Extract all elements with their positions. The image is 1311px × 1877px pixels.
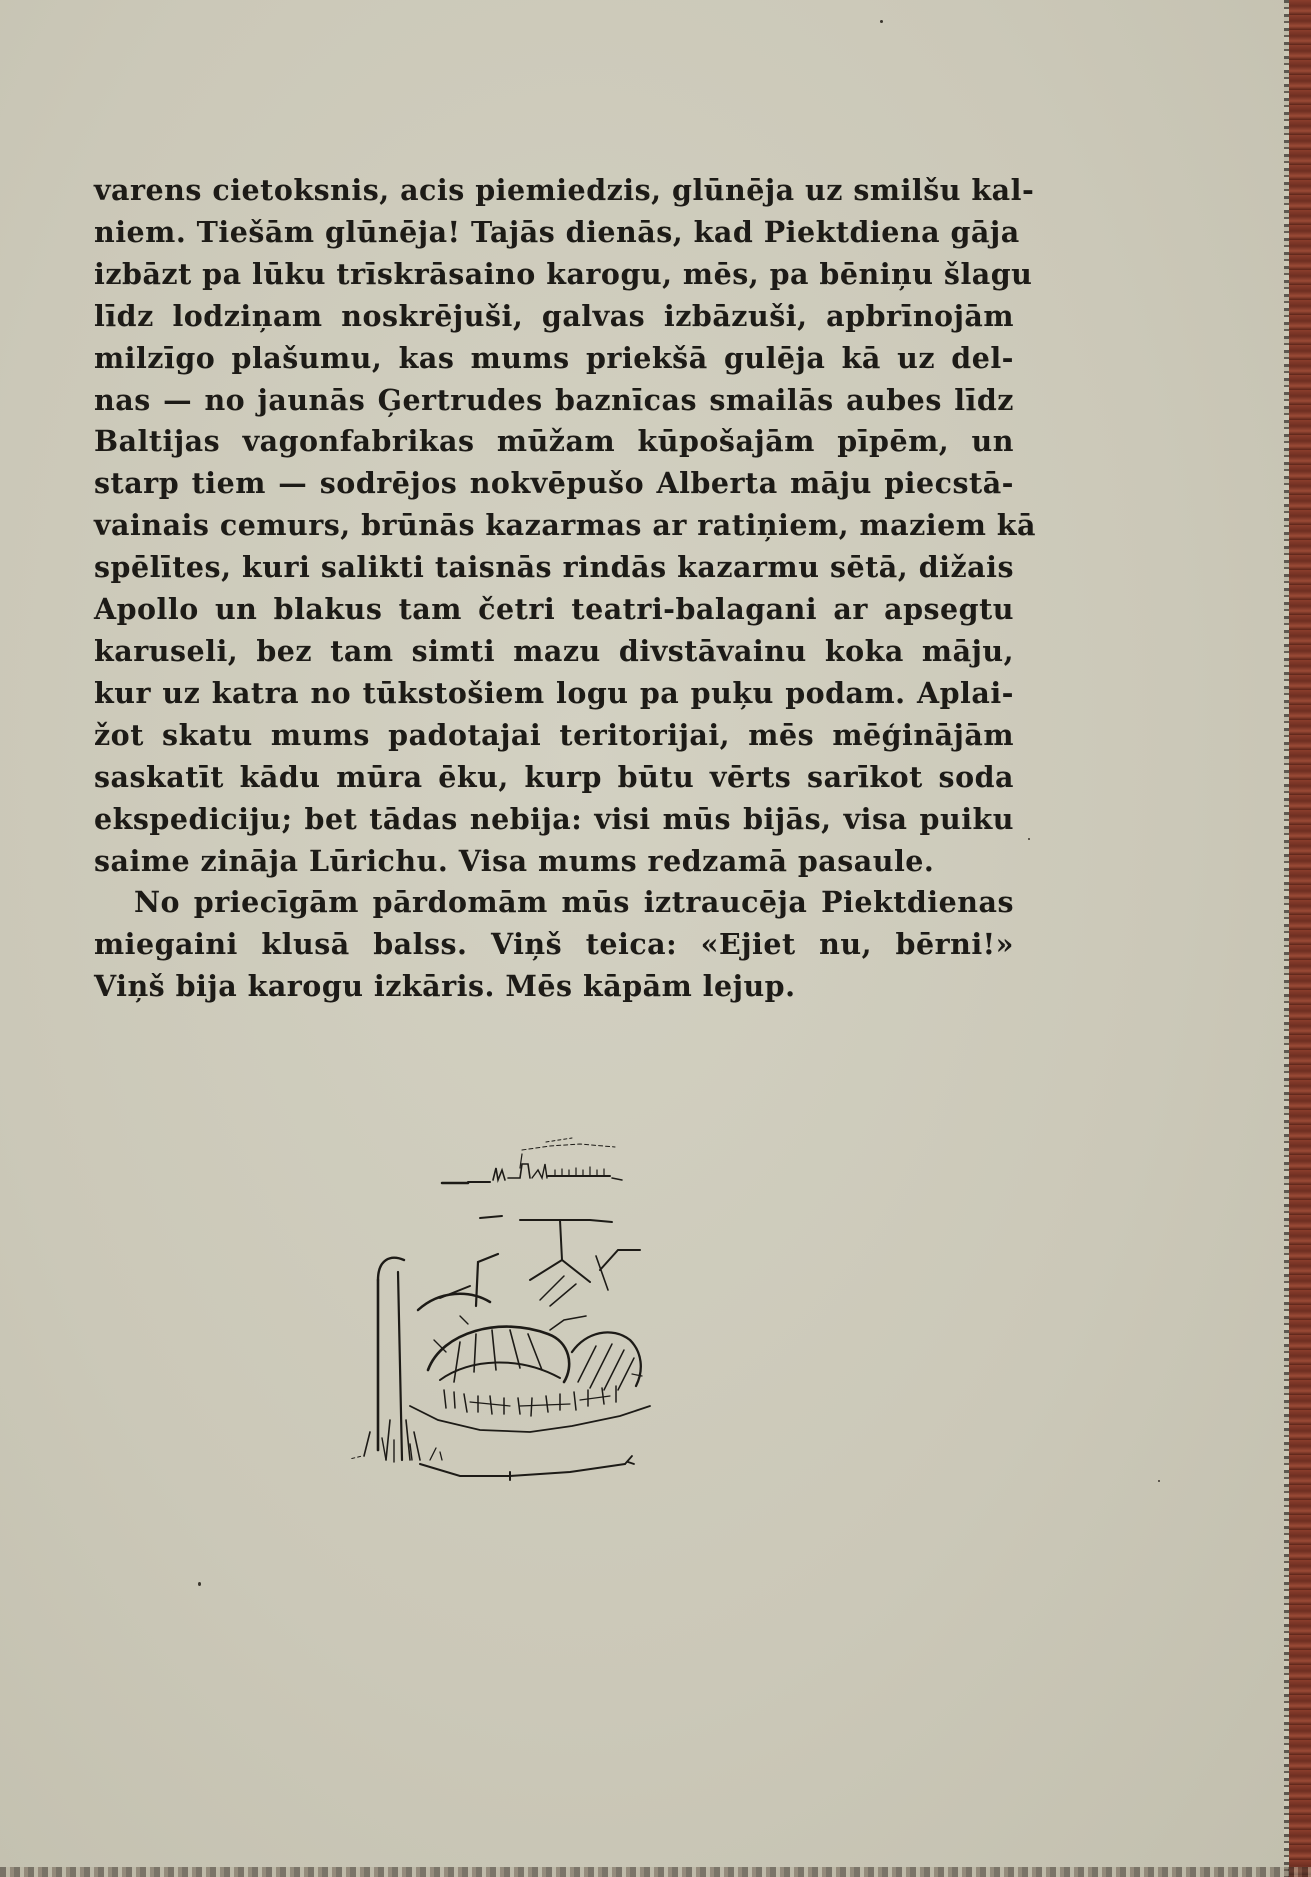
text-line: kur uz katra no tūkstošiem logu pa puķu podam. Aplai- xyxy=(94,675,1014,710)
paper-speck xyxy=(1028,838,1030,840)
text-line: Apollo un blakus tam četri teatri-balagani ar apsegtu xyxy=(94,592,1014,627)
paper-speck xyxy=(880,20,883,23)
text-line: saskatīt kādu mūra ēku, kurp būtu vērts sarīkot soda xyxy=(94,759,1014,794)
paragraph-2 xyxy=(94,882,1014,1008)
text-line: žot skatu mums padotajai teritorijai, mēs mēģinājām xyxy=(94,717,1014,752)
text-line: starp tiem — sodrējos nokvēpušo Alberta māju piecstā- xyxy=(94,466,1014,501)
page-bottom-edge xyxy=(0,1867,1311,1877)
paper-speck xyxy=(1158,1480,1160,1482)
text-line: niem. Tiešām glūnēja! Tajās dienās, kad Piektdiena gāja xyxy=(94,214,1020,249)
text-line: Baltijas vagonfabrikas mūžam kūpošajām pīpēm, un xyxy=(94,424,1014,459)
text-line: saime zināja Lūrichu. Visa mums redzamā pasaule. xyxy=(94,843,935,878)
text-line: līdz lodziņam noskrējuši, galvas izbāzuši, apbrīnojām xyxy=(94,298,1014,333)
carousel-sketch-illustration xyxy=(350,1120,740,1540)
text-line: spēlītes, kuri salikti taisnās rindās kazarmu sētā, dižais xyxy=(94,550,1014,585)
text-line: vainais cemurs, brūnās kazarmas ar ratiņiem, maziem kā xyxy=(94,508,1037,543)
book-spine xyxy=(1289,0,1311,1877)
text-line: milzīgo plašumu, kas mums priekšā gulēja kā uz del- xyxy=(94,340,1014,375)
paper-speck xyxy=(198,1582,201,1586)
body-text xyxy=(94,170,1037,1008)
text-line: No priecīgām pārdomām mūs iztraucēja Piektdienas xyxy=(134,885,1014,920)
text-line: ekspediciju; bet tādas nebija: visi mūs bijās, visa puiku xyxy=(94,801,1014,836)
text-line: Viņš bija karogu izkāris. Mēs kāpām lejup. xyxy=(94,969,796,1004)
text-line: karuseli, bez tam simti mazu divstāvainu koka māju, xyxy=(94,633,1014,668)
text-line: varens cietoksnis, acis piemiedzis, glūnēja uz smilšu kal- xyxy=(94,173,1035,207)
text-line: nas — no jaunās Ģertrudes baznīcas smailās aubes līdz xyxy=(94,382,1014,417)
text-line: miegaini klusā balss. Viņš teica: «Ejiet nu, bērni!» xyxy=(94,927,1014,962)
paragraph-1 xyxy=(94,170,1037,882)
text-line: izbāzt pa lūku trīskrāsaino karogu, mēs, pa bēniņu šlagu xyxy=(94,256,1033,291)
